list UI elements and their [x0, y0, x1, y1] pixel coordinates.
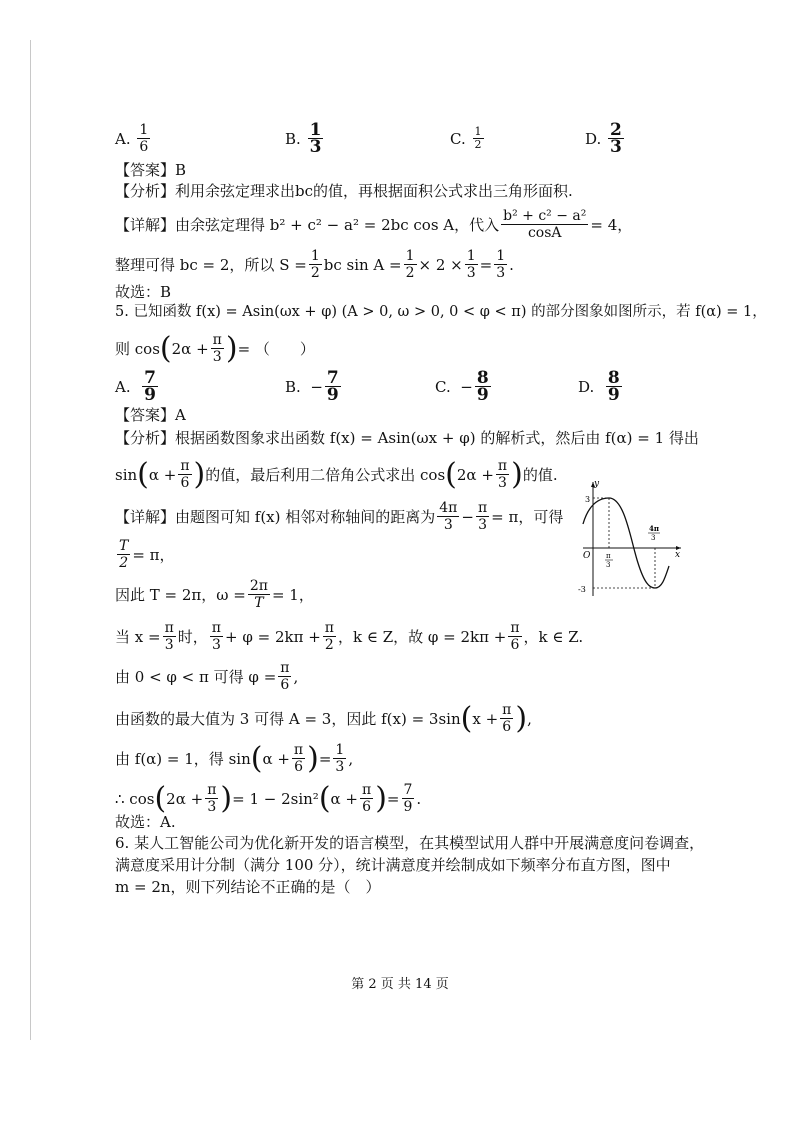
- tick-4pi3-num: 4π: [649, 524, 659, 533]
- q5-detail-5: 由 0 < φ < π 可得 φ = $\frac{\pi}{6}$ ,: [115, 660, 299, 693]
- fraction: $\frac{1}{2}$: [474, 125, 482, 151]
- q4-detail: 【详解】由余弦定理得 b² + c² − a² = 2bc cos A，代入 $\frac{\text{b² + c² − a²}}{\cos A}$ = 4，: [115, 208, 633, 241]
- fraction: $\frac{2}{3}$: [610, 120, 622, 157]
- q4-choose: 故选：B: [115, 283, 172, 301]
- origin-label: O: [583, 551, 591, 561]
- q5-detail-8: ∴ cos ( 2α + $\frac{\pi}{3}$ ) = 1 − 2sin² ( α + $\frac{\pi}{6}$ ) = $\frac{7}{9}$ .: [115, 780, 422, 816]
- y-min-label: -3: [578, 585, 586, 594]
- q6-line1: 6. 某人工智能公司为优化新开发的语言模型，在其模型试用人群中开展满意度问卷调查，: [115, 834, 705, 852]
- q5-analysis: 【分析】根据函数图象求出函数 f(x) = Asin(ωx + φ) 的解析式，然后由 f(α) = 1 得出: [115, 429, 699, 447]
- tick-pi3-num: π: [606, 552, 611, 560]
- page-footer: 第 2 页 共 14 页: [351, 977, 449, 992]
- q4-option-b: B. $\frac{1}{3}$: [285, 120, 322, 157]
- q4-option-d: D. $\frac{2}{3}$: [585, 120, 622, 157]
- y-label: y: [594, 479, 600, 489]
- q5-detail-7: 由 f(α) = 1，得 sin ( α + $\frac{\pi}{6}$ ) = $\frac{1}{3}$ ,: [115, 740, 354, 776]
- q5-detail-2: $\frac{T}{2}$ = π，: [119, 538, 175, 571]
- q4-answer: 【答案】B: [115, 161, 187, 179]
- tick-pi3-den: 3: [606, 561, 611, 569]
- q5-option-b: B. − $\frac{7}{9}$: [285, 368, 339, 405]
- q5-detail-1: 【详解】由题图可知 f(x) 相邻对称轴间的距离为 $\frac{4\pi}{3}$ − $\frac{\pi}{3}$ = π，可得: [115, 500, 564, 533]
- q5-analysis-line2: sin ( α + $\frac{\pi}{6}$ ) 的值，最后利用二倍角公式求出 cos ( 2α + $\frac{\pi}{3}$ ) 的值.: [115, 456, 558, 492]
- y-max-label: 3: [585, 495, 591, 504]
- q5-detail-6: 由函数的最大值为 3 可得 A = 3，因此 f(x) = 3sin ( x + $\frac{\pi}{6}$ ) ,: [115, 700, 532, 736]
- q4-option-a: A. $\frac{1}{6}$: [115, 122, 149, 155]
- q5-option-a: A. $\frac{7}{9}$: [115, 368, 156, 405]
- tick-4pi3-den: 3: [651, 534, 656, 542]
- q4-analysis: 【分析】利用余弦定理求出bc的值，再根据面积公式求出三角形面积.: [115, 182, 573, 200]
- q5-detail-4: 当 x = $\frac{\pi}{3}$ 时， $\frac{\pi}{3}$ + φ = 2kπ + $\frac{\pi}{2}$ ，k ∈ Z，故 φ = 2kπ + $\frac{\pi}{6}$ ，k ∈ Z.: [115, 620, 584, 653]
- q5-option-c: C. − $\frac{8}{9}$: [435, 368, 489, 405]
- q4-detail-line2: 整理可得 bc = 2，所以 S = $\frac{1}{2}$ bc sin A = $\frac{1}{2}$ × 2 × $\frac{1}{3}$ = $\frac{1}{3}$ .: [115, 248, 514, 281]
- sine-curve: [583, 498, 669, 588]
- x-label: x: [675, 550, 681, 560]
- sine-graph: [575, 478, 685, 600]
- fraction: $\frac{1}{6}$: [139, 122, 149, 155]
- q4-option-c: C. $\frac{1}{2}$: [450, 125, 482, 151]
- q5-choose: 故选：A.: [115, 813, 176, 831]
- margin-line: [30, 40, 31, 1040]
- q5-answer: 【答案】A: [115, 406, 186, 424]
- q5-detail-3: 因此 T = 2π，ω = $\frac{2\pi}{T}$ = 1，: [115, 578, 314, 611]
- q5-option-d: D. $\frac{8}{9}$: [578, 368, 620, 405]
- q6-line3: m = 2n，则下列结论不正确的是（ ）: [115, 878, 381, 896]
- q5-stem: 5. 已知函数 f(x) = Asin(ωx + φ) (A > 0, ω > 0, 0 < φ < π) 的部分图象如图所示，若 f(α) = 1，: [115, 304, 767, 320]
- q6-line2: 满意度采用计分制（满分 100 分），统计满意度并绘制成如下频率分布直方图，图中: [115, 856, 671, 874]
- fraction: $\frac{1}{3}$: [309, 120, 322, 157]
- q5-stem-line2: 则 cos ( 2α + $\frac{\pi}{3}$ ) = （ ）: [115, 330, 315, 366]
